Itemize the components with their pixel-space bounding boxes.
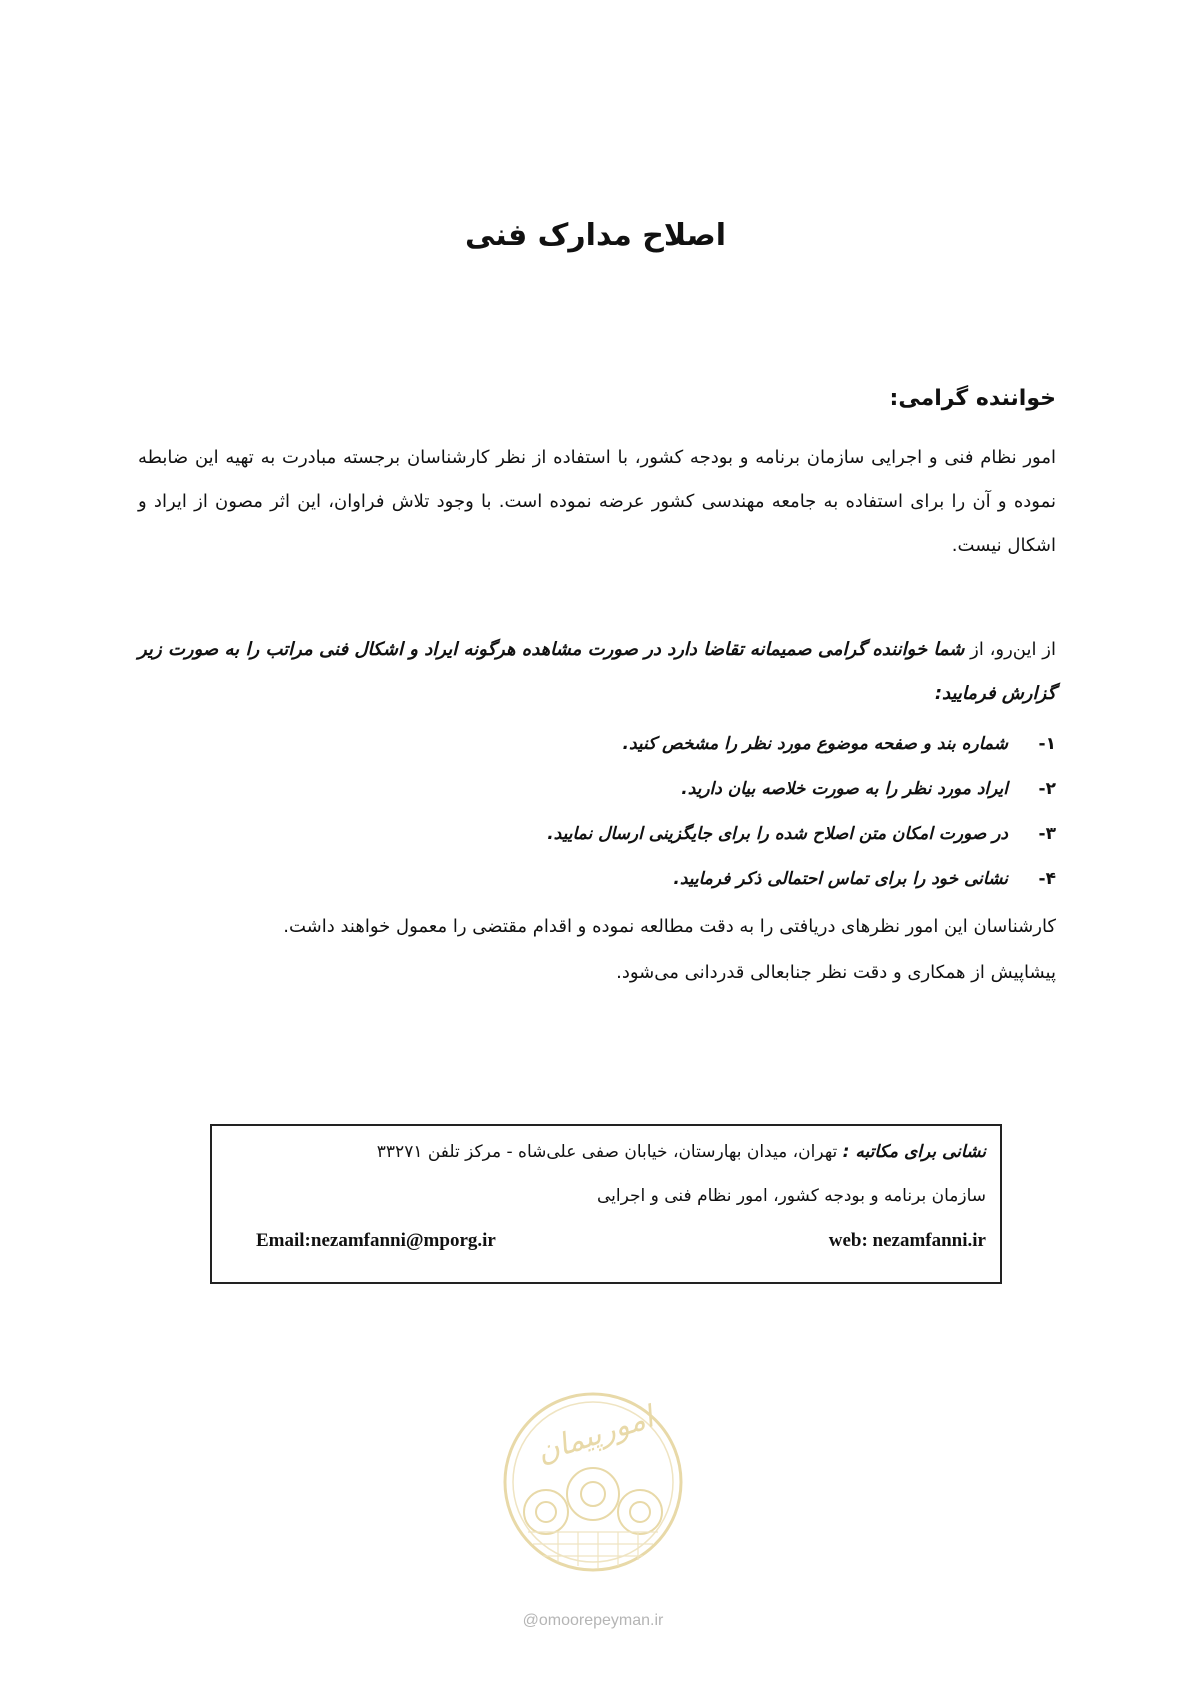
list-item-text: ایراد مورد نظر را به صورت خلاصه بیان دارید. <box>681 779 1008 799</box>
request-lead: از این‌رو، از <box>970 639 1056 660</box>
list-item <box>138 722 1056 767</box>
list-item-number: ۳- <box>1038 824 1056 844</box>
email-link[interactable]: Email:nezamfanni@mporg.ir <box>256 1230 496 1251</box>
website-link[interactable]: web: nezamfanni.ir <box>828 1230 986 1251</box>
greeting-heading: خواننده گرامی: <box>889 386 1056 411</box>
list-item-text: نشانی خود را برای تماس احتمالی ذکر فرمایید. <box>673 869 1008 889</box>
request-emphasis: شما خواننده گرامی صمیمانه تقاضا دارد در صورت مشاهده هرگونه ایراد و اشکال فنی مراتب را به صورت زیر گزارش فرمایید: <box>138 639 1056 704</box>
instructions-list <box>138 722 1056 902</box>
list-item-text: شماره بند و صفحه موضوع مورد نظر را مشخص کنید. <box>622 734 1008 754</box>
mailing-address-label: نشانی برای مکاتبه : <box>842 1142 986 1162</box>
mailing-address <box>377 1142 986 1162</box>
list-item <box>138 767 1056 812</box>
list-item <box>138 812 1056 857</box>
logo-script-text: امورپیمان <box>532 1399 658 1471</box>
omoorepeyman-watermark-logo <box>498 1382 688 1592</box>
closing-line: پیشاپیش از همکاری و دقت نظر جنابعالی قدردانی می‌شود. <box>616 962 1056 983</box>
list-item <box>138 857 1056 902</box>
list-item-number: ۲- <box>1038 779 1056 799</box>
page-title: اصلاح مدارک فنی <box>465 218 726 253</box>
list-item-number: ۴- <box>1038 869 1056 889</box>
watermark-caption: @omoorepeyman.ir <box>522 1612 664 1629</box>
closing-line: کارشناسان این امور نظرهای دریافتی را به دقت مطالعه نموده و اقدام مقتضی را معمول خواهند داشت. <box>283 916 1056 937</box>
organization-name: سازمان برنامه و بودجه کشور، امور نظام فنی و اجرایی <box>596 1186 986 1206</box>
closing-text <box>138 904 1056 996</box>
mailing-address-value: تهران، میدان بهارستان، خیابان صفی علی‌شاه - مرکز تلفن ۳۳۲۷۱ <box>376 1142 838 1162</box>
intro-paragraph: امور نظام فنی و اجرایی سازمان برنامه و بودجه کشور، با استفاده از نظر کارشناسان برجسته مبادرت به تهیه این ضابطه نموده و آن را برای استفاده به جامعه مهندسی کشور عرضه نموده است. با وجود تلاش فراوان، این اثر مصون از ایراد و اشکال نیست. <box>138 447 1056 556</box>
list-item-number: ۱- <box>1038 734 1056 754</box>
request-paragraph <box>138 628 1056 716</box>
list-item-text: در صورت امکان متن اصلاح شده را برای جایگزینی ارسال نمایید. <box>547 824 1008 844</box>
contact-box <box>210 1124 1002 1284</box>
